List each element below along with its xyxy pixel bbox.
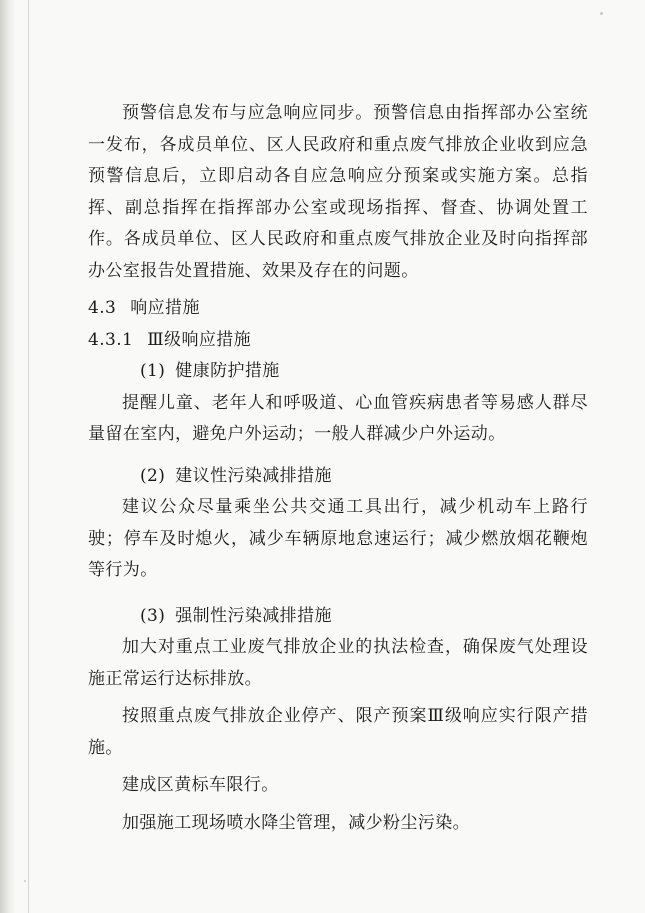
- document-body: [88, 98, 588, 839]
- item-number: (2): [140, 465, 166, 486]
- item-title: 强制性污染减排措施: [175, 605, 332, 626]
- paragraph-production-limit: 按照重点废气排放企业停产、限产预案Ⅲ级响应实行限产措施。: [88, 706, 588, 758]
- item-number: (3): [140, 605, 166, 626]
- paragraph-suggested-reduction: 建议公众尽量乘坐公共交通工具出行，减少机动车上路行驶；停车及时熄火，减少车辆原地怠速运行；减少燃放烟花鞭炮等行为。: [88, 497, 588, 580]
- section-number: 4.3: [88, 298, 117, 318]
- scan-speck: [24, 880, 26, 882]
- scan-vertical-line: [28, 0, 29, 913]
- paragraph-dust-control: 加强施工现场喷水降尘管理，减少粉尘污染。: [122, 812, 470, 833]
- item-heading-mandatory-reduction: [88, 601, 588, 633]
- paragraph-warning-release: 预警信息发布与应急响应同步。预警信息由指挥部办公室统一发布，各成员单位、区人民政府和重点废气排放企业收到应急预警信息后，立即启动各自应急响应分预案或实施方案。总指挥、副总指挥在指挥部办公室或现场指挥、督查、协调处置工作。各成员单位、区人民政府和重点废气排放企业及时向指挥部办公室报告处置措施、效果及存在的问题。: [88, 103, 588, 281]
- section-heading-4-3-1: [88, 325, 588, 357]
- section-heading-4-3: [88, 293, 588, 325]
- item-number: (1): [140, 361, 166, 381]
- section-number: 4.3.1: [88, 329, 134, 350]
- section-title: 响应措施: [130, 298, 200, 318]
- paragraph-health-protection: 提醒儿童、老年人和呼吸道、心血管疾病患者等易感人群尽量留在室内，避免户外运动；一般人群减少户外运动。: [88, 392, 588, 444]
- item-title: 健康防护措施: [175, 361, 280, 381]
- item-heading-health-protection: [88, 356, 588, 388]
- scan-speck: [600, 12, 603, 15]
- section-title: Ⅲ级响应措施: [147, 329, 252, 350]
- paragraph-vehicle-restriction: 建成区黄标车限行。: [122, 775, 279, 795]
- paragraph-enforcement-inspection: 加大对重点工业废气排放企业的执法检查，确保废气处理设施正常运行达标排放。: [88, 637, 588, 689]
- item-title: 建议性污染减排措施: [175, 465, 332, 486]
- scan-left-edge-shadow: [0, 0, 16, 913]
- item-heading-suggested-reduction: [88, 461, 588, 493]
